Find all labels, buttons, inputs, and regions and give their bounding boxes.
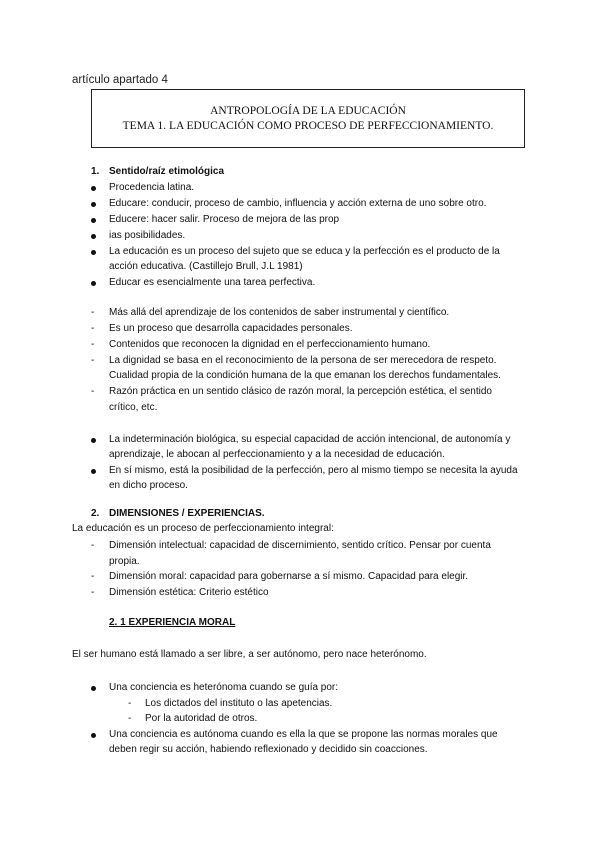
list-item: Dimensión estética: Criterio estético (109, 587, 269, 598)
section1-number: 1. (91, 166, 100, 177)
dash-marker: - (91, 571, 95, 582)
list-item: En sí mismo, está la posibilidad de la perfección, pero al mismo tiempo se necesita la ayuda (109, 465, 518, 476)
dash-marker: - (91, 355, 95, 366)
document-title: ANTROPOLOGÍA DE LA EDUCACIÓN (210, 105, 406, 117)
section2-intro: La educación es un proceso de perfeccionamiento integral: (72, 523, 334, 534)
list-item-continuation: propia. (109, 556, 140, 567)
bullet-icon (91, 733, 96, 738)
list-item: Más allá del aprendizaje de los contenidos de saber instrumental y científico. (109, 307, 450, 318)
title-box (91, 89, 525, 148)
list-item: La educación es un proceso del sujeto que se educa y la perfección es el producto de la (109, 246, 500, 257)
list-item: La dignidad se basa en el reconocimiento de la persona de ser merecedora de respeto. (109, 355, 497, 366)
list-item-continuation: Cualidad propia de la condición humana de la que emanan los derechos fundamentales. (109, 370, 501, 381)
subsection-heading: 2. 1 EXPERIENCIA MORAL (109, 617, 236, 628)
bullet-icon (91, 281, 96, 286)
list-item: Una conciencia es heterónoma cuando se guía por: (109, 682, 339, 693)
document-label: artículo apartado 4 (72, 74, 168, 86)
dash-marker: - (128, 698, 132, 709)
bullet-icon (91, 250, 96, 255)
dash-marker: - (91, 540, 95, 551)
bullet-icon (91, 234, 96, 239)
list-item-continuation: crítico, etc. (109, 402, 158, 413)
list-item-continuation: en dicho proceso. (109, 480, 188, 491)
list-item: Educere: hacer salir. Proceso de mejora de las prop (109, 214, 340, 225)
bullet-icon (91, 186, 96, 191)
list-item: Es un proceso que desarrolla capacidades personales. (109, 323, 353, 334)
section2-number: 2. (91, 508, 100, 519)
list-item: Dimensión intelectual: capacidad de discernimiento, sentido crítico. Pensar por cuenta (109, 540, 491, 551)
document-subtitle: TEMA 1. LA EDUCACIÓN COMO PROCESO DE PERFECCIONAMIENTO. (122, 120, 494, 132)
list-item-continuation: deben regir su acción, habiendo reflexionado y decidido sin coacciones. (109, 744, 428, 755)
list-item: Una conciencia es autónoma cuando es ella la que se propone las normas morales que (109, 729, 498, 740)
bullet-icon (91, 686, 96, 691)
list-item-continuation: acción educativa. (Castillejo Brull, J.L 1981) (109, 261, 303, 272)
bullet-icon (91, 202, 96, 207)
bullet-icon (91, 469, 96, 474)
list-item: Dimensión moral: capacidad para gobernarse a sí mismo. Capacidad para elegir. (109, 571, 469, 582)
sub-list-item: Los dictados del instituto o las apetencias. (145, 698, 333, 709)
dash-marker: - (128, 713, 132, 724)
list-item: Educar es esencialmente una tarea perfectiva. (109, 277, 316, 288)
bullet-icon (91, 438, 96, 443)
list-item-continuation: aprendizaje, le abocan al perfeccionamiento y a la necesidad de educación. (109, 449, 445, 460)
list-item: ias posibilidades. (109, 230, 186, 241)
list-item: Contenidos que reconocen la dignidad en el perfeccionamiento humano. (109, 339, 431, 350)
dash-marker: - (91, 587, 95, 598)
dash-marker: - (91, 339, 95, 350)
list-item: Razón práctica en un sentido clásico de razón moral, la percepción estética, el sentido (109, 386, 492, 397)
dash-marker: - (91, 307, 95, 318)
subsection-statement: El ser humano está llamado a ser libre, a ser autónomo, pero nace heterónomo. (72, 649, 427, 660)
list-item: Procedencia latina. (109, 182, 195, 193)
list-item: La indeterminación biológica, su especial capacidad de acción intencional, de autonomía y (109, 434, 511, 445)
list-item: Educare: conducir, proceso de cambio, influencia y acción externa de uno sobre otro. (109, 198, 487, 209)
dash-marker: - (91, 386, 95, 397)
dash-marker: - (91, 323, 95, 334)
sub-list-item: Por la autoridad de otros. (145, 713, 258, 724)
bullet-icon (91, 218, 96, 223)
section1-heading: Sentido/raíz etimológica (109, 166, 225, 177)
section2-heading: DIMENSIONES / EXPERIENCIAS. (109, 508, 265, 519)
